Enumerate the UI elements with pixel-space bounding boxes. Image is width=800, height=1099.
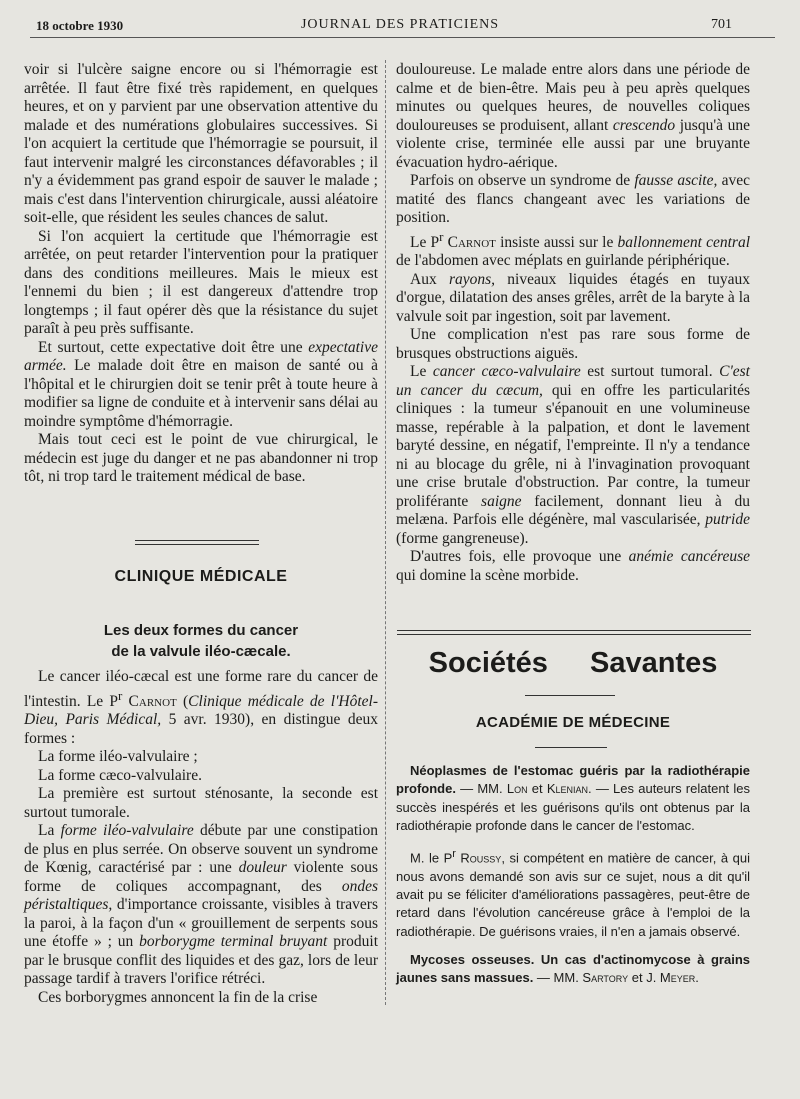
column-divider bbox=[385, 60, 387, 1005]
paragraph: Mais tout ceci est le point de vue chirurgical, le médecin est juge du danger et ne pas abandonner ni trop tôt, ni trop tard le traitement médical de base. bbox=[24, 431, 378, 485]
section-separator bbox=[397, 634, 751, 635]
paragraph: D'autres fois, elle provoque une anémie cancéreuse qui domine la scène morbide. bbox=[396, 548, 750, 584]
paragraph: Le cancer iléo-cæcal est une forme rare du cancer de l'intestin. Le $P^r$ Carnot (Clinique médicale de l'Hôtel-Dieu, Paris Médical, 5 avr. 1930), en distingue deux formes : bbox=[24, 668, 378, 747]
header-date: 18 octobre 1930 bbox=[36, 18, 124, 33]
article-title: Les deux formes du cancer de la valvule iléo-cæcale. bbox=[103, 622, 299, 660]
right-column-top bbox=[396, 61, 750, 585]
journal-title: JOURNAL DES PRATICIENS bbox=[300, 17, 500, 32]
paragraph: Ces borborygmes annoncent la fin de la crise bbox=[38, 988, 318, 1006]
paragraph: douloureuse. Le malade entre alors dans une période de calme et de bien-être. Mais peu à peu après quelques minutes ou quelques heures, de nouvelles coliques douloureuses se produisent, allant crescendo jusqu'à une violente crise, terminée elle aussi par une bruyante évacuation hydro-aérique. bbox=[396, 61, 750, 171]
paragraph: Mycoses osseuses. Un cas d'actinomycose à grains jaunes sans massues. — MM. Sartory et J. Meyer. bbox=[396, 952, 750, 986]
list-item: La forme iléo-valvulaire ; bbox=[38, 748, 198, 766]
paragraph: Aux rayons, niveaux liquides étagés en tuyaux d'orgue, dilatation des anses grêles, arrêt de la baryte à la valvule soit par ingestion, soit par lavement. bbox=[396, 270, 750, 325]
left-column-top bbox=[24, 61, 378, 487]
section-separator bbox=[135, 544, 259, 545]
section-separator bbox=[135, 540, 259, 541]
paragraph: Parfois on observe un syndrome de fausse ascite, avec matité des flancs changeant avec les variations de position. bbox=[396, 172, 751, 226]
left-column-article bbox=[24, 668, 378, 1007]
paragraph: Le $P^r$ Carnot insiste aussi sur le ballonnement central de l'abdomen avec méplats en guirlande périphérique. bbox=[396, 228, 751, 270]
paragraph: Néoplasmes de l'estomac guéris par la radiothérapie profonde. — MM. Lon et Klenian. — Les auteurs relatent les succès inespérés et les guérisons qu'ils ont obtenus par la radiothérapie profonde dans le cancer de l'estomac. bbox=[396, 763, 750, 833]
paragraph: Le cancer cæco-valvulaire est surtout tumoral. C'est un cancer du cæcum, qui en offre les particularités cliniques : la tumeur s'épanouit en une volumineuse masse, repérable à la palpation, et dont le lavement baryté dessine, en négatif, l'empreinte. Il n'y a tendance ni au blocage du grêle, ni à l'invagination provoquant une crise brutale d'obstruction. Par contre, la tumeur proliférante saigne facilement, donnant lieu à du melæna. Parfois elle dégénère, mal vascularisée, putride (forme gangreneuse). bbox=[396, 363, 750, 547]
academie-title: ACADÉMIE DE MÉDECINE bbox=[475, 714, 671, 731]
paragraph: voir si l'ulcère saigne encore ou si l'hémorragie est arrêtée. Il faut être fixé très rapidement, en quelques heures, et on y parvient par une observation attentive du malade et des numérations globulaires successives. Si l'on acquiert la certitude que l'hémorragie se poursuit, il faut intervenir malgré les circonstances défavorables ; il n'y a évidemment pas grand espoir de sauver le malade ; mais c'est dans l'intervention chirurgicale, aussi aléatoire soit-elle, que résident les seules chances de salut. bbox=[24, 61, 378, 226]
paragraph: M. le $P^r$ Roussy, si compétent en matière de cancer, à qui nous avons demandé son avis sur ce sujet, nous a dit qu'il avait pu se féliciter d'améliorations passagères, peut-être de retard dans l'évolution cancéreuse grâce à l'emploi de la radiothérapie. De guérisons vraies, il n'en a jamais observé. bbox=[396, 848, 750, 939]
section-title: CLINIQUE MÉDICALE bbox=[114, 568, 288, 585]
paragraph: Si l'on acquiert la certitude que l'hémorragie est arrêtée, on peut retarder l'intervention pour la pratiquer dans des conditions meilleures. Mais le mieux est l'ennemi du bien ; il est dangereux d'attendre trop longtemps ; il faut opérer dès que la résistance du sujet paraît à peu près suffisante. bbox=[24, 227, 378, 337]
paragraph: La forme iléo-valvulaire débute par une constipation de plus en plus serrée. On observe souvent un syndrome de Kœnig, caractérisé par : une douleur violente sous forme de coliques accompagnant, des ondes péristaltiques, d'importance croissante, visibles à travers la paroi, à la façon d'un « grouillement de serpents sous une étoffe » ; un borborygme terminal bruyant produit par le brusque conflit des liquides et des gaz, lors de leur passage tardif à travers l'orifice rétréci. bbox=[24, 822, 379, 988]
paragraph: Et surtout, cette expectative doit être une expectative armée. Le malade doit être en maison de santé ou à l'hôpital et le chirurgien doit se tenir prêt à toute heure à modifier sa ligne de conduite et à intervenir sans délai au moindre symptôme d'hémorragie. bbox=[24, 338, 378, 430]
societes-savantes-title: Sociétés Savantes bbox=[428, 647, 718, 679]
title-underline bbox=[535, 747, 607, 748]
title-underline bbox=[525, 695, 615, 696]
section-separator bbox=[397, 630, 751, 631]
list-item: La forme cæco-valvulaire. bbox=[38, 766, 202, 784]
paragraph: Une complication n'est pas rare sous forme de brusques obstructions aiguës. bbox=[396, 326, 750, 362]
running-header bbox=[0, 14, 800, 36]
page-number: 701 bbox=[711, 17, 732, 32]
header-rule bbox=[30, 37, 775, 38]
paragraph: La première est surtout sténosante, la seconde est surtout tumorale. bbox=[24, 785, 378, 821]
right-column-societes bbox=[396, 762, 750, 988]
